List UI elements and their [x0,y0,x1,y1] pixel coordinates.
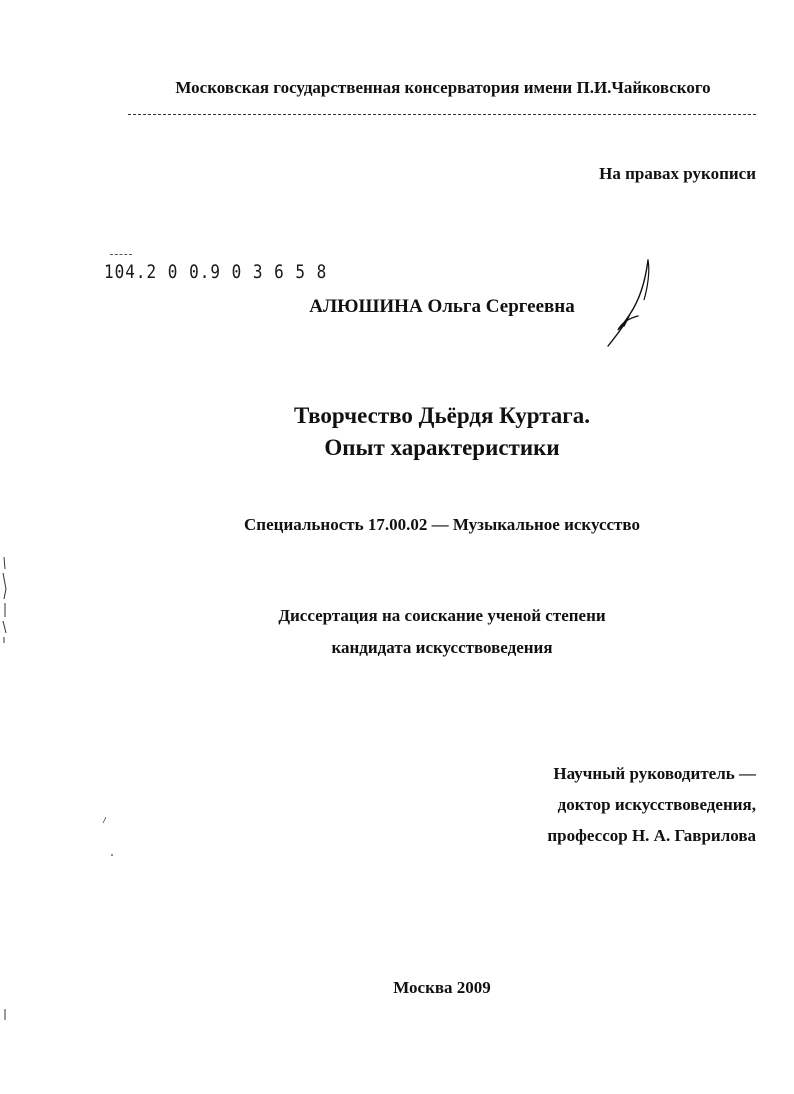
degree-line-1: Диссертация на соискание ученой степени [278,606,606,625]
title-line-2: Опыт характеристики [324,435,560,460]
header-rule [128,114,756,115]
institution-heading: Московская государственная консерватория имени П.И.Чайковского [175,78,711,97]
author-surname: АЛЮШИНА [309,296,423,317]
scan-specks [98,815,118,860]
degree-statement [0,600,794,664]
degree-line-2: кандидата искусствоведения [331,638,553,657]
specialty-line: Специальность 17.00.02 — Музыкальное искусство [244,515,640,534]
supervisor-block [547,758,756,851]
library-stamp-code: 104.2 0 0.9 0 3 6 5 8 [104,260,328,283]
supervisor-line-3: профессор Н. А. Гаврилова [547,826,756,845]
author-given-names: Ольга Сергеевна [427,296,575,317]
supervisor-line-1: Научный руководитель — [553,764,756,783]
signature-icon [600,256,650,348]
scan-margin-mark [0,1008,10,1022]
dissertation-title [0,400,794,464]
author-name [0,296,794,318]
rights-note: На правах рукописи [599,164,756,183]
stamp-mark [110,254,132,255]
title-line-1: Творчество Дьёрдя Куртага. [293,403,591,428]
city-year: Москва 2009 [393,978,491,997]
supervisor-line-2: доктор искусствоведения, [557,795,756,814]
scan-margin-marks [0,555,14,655]
